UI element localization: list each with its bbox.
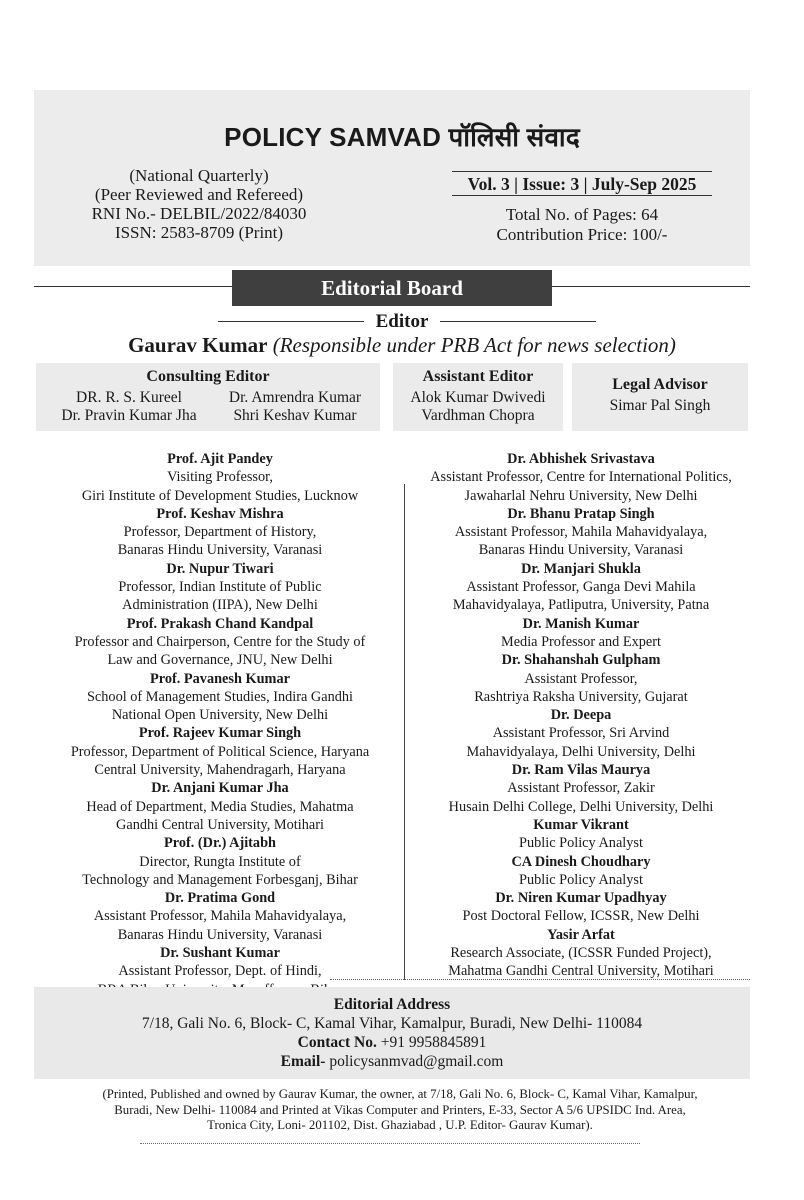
- volume-line: Vol. 3 | Issue: 3 | July-Sep 2025: [467, 174, 697, 194]
- address-text: 7/18, Gali No. 6, Block- C, Kamal Vihar, Kamalpur, Buradi, New Delhi- 110084: [141, 1015, 643, 1032]
- editorial-board-banner: Editorial Board: [232, 270, 552, 306]
- legal-advisor-title: Legal Advisor: [612, 376, 708, 393]
- member-affiliation: Administration (IIPA), New Delhi: [122, 597, 318, 614]
- member-name: Prof. Pavanesh Kumar: [150, 670, 290, 687]
- print-line-3: Tronica City, Loni- 201102, Dist. Ghaziabad , U.P. Editor- Gaurav Kumar).: [207, 1118, 593, 1132]
- member-affiliation: Post Doctoral Fellow, ICSSR, New Delhi: [462, 908, 700, 925]
- print-line-2: Buradi, New Delhi- 110084 and Printed at Vikas Computer and Printers, E-33, Sector A 5/6 UPSIDC Ind. Area,: [114, 1102, 686, 1117]
- member-name: Dr. Shahanshah Gulpham: [501, 652, 661, 669]
- editor-heading: Editor: [375, 311, 429, 332]
- member-affiliation: Law and Governance, JNU, New Delhi: [107, 652, 333, 669]
- members-left-column: [40, 450, 400, 999]
- consulting-editor-names-left: [44, 389, 214, 425]
- frequency-line: (National Quarterly): [129, 166, 269, 185]
- member-affiliation: Technology and Management Forbesganj, Bihar: [82, 871, 358, 888]
- member-name: Dr. Manjari Shukla: [521, 560, 641, 577]
- member-affiliation: Husain Delhi College, Delhi University, Delhi: [448, 798, 714, 815]
- member-name: Prof. Keshav Mishra: [156, 505, 284, 522]
- volume-rule-top: [452, 171, 712, 172]
- member-name: Dr. Sushant Kumar: [160, 945, 280, 962]
- member-name: Yasir Arfat: [547, 926, 615, 943]
- member-affiliation: Assistant Professor, Dept. of Hindi,: [118, 963, 322, 980]
- member-affiliation: Assistant Professor, Mahila Mahavidyalaya,: [454, 524, 708, 541]
- member-affiliation: Assistant Professor,: [524, 670, 638, 687]
- consulting-editor-name: DR. R. S. Kureel: [76, 389, 182, 406]
- member-affiliation: Assistant Professor, Zakir: [507, 780, 655, 797]
- rni-line: RNI No.- DELBIL/2022/84030: [91, 204, 307, 223]
- member-name: Dr. Ram Vilas Maurya: [511, 762, 651, 779]
- consulting-editor-name: Shri Keshav Kumar: [233, 407, 357, 424]
- member-name: Dr. Abhishek Srivastava: [507, 451, 655, 467]
- member-affiliation: Research Associate, (ICSSR Funded Project),: [450, 945, 712, 962]
- consulting-editor-names-right: [212, 389, 378, 425]
- issue-details: [452, 205, 712, 245]
- member-affiliation: Banaras Hindu University, Varanasi: [117, 542, 323, 559]
- member-affiliation: Assistant Professor, Ganga Devi Mahila: [466, 579, 696, 596]
- member-name: CA Dinesh Choudhary: [511, 853, 651, 870]
- column-divider: [404, 484, 405, 980]
- member-affiliation: Mahavidyalaya, Delhi University, Delhi: [466, 743, 696, 760]
- price-line: Contribution Price: 100/-: [496, 225, 668, 244]
- member-affiliation: Assistant Professor, Centre for International Politics,: [430, 469, 732, 486]
- member-name: Dr. Niren Kumar Upadhyay: [495, 890, 667, 907]
- issn-line: ISSN: 2583-8709 (Print): [114, 223, 284, 242]
- assistant-editor-title: Assistant Editor: [422, 368, 534, 385]
- assistant-editor-box: [393, 363, 563, 431]
- member-affiliation: Head of Department, Media Studies, Mahatma: [86, 798, 354, 815]
- member-name: Prof. Prakash Chand Kandpal: [126, 615, 314, 632]
- member-affiliation: Public Policy Analyst: [519, 835, 643, 852]
- member-name: Dr. Nupur Tiwari: [166, 560, 274, 577]
- editor-line: [0, 333, 804, 358]
- legal-advisor-box: [572, 363, 748, 431]
- print-line-1: (Printed, Published and owned by Gaurav Kumar, the owner, at 7/18, Gali No. 6, Block- C, Kamal Vihar, Kamalpur,: [102, 1087, 698, 1101]
- member-affiliation: Visiting Professor,: [167, 469, 273, 486]
- member-affiliation: School of Management Studies, Indira Gandhi: [86, 688, 354, 705]
- member-affiliation: Professor, Indian Institute of Public: [118, 579, 322, 596]
- member-affiliation: Media Professor and Expert: [500, 633, 661, 650]
- print-bottom-rule: [140, 1143, 640, 1144]
- member-name: Dr. Anjani Kumar Jha: [151, 780, 289, 797]
- assistant-editor-name: Alok Kumar Dwivedi: [410, 389, 546, 406]
- contact-line: [34, 1033, 750, 1052]
- member-affiliation: Banaras Hindu University, Varanasi: [478, 542, 684, 559]
- review-line: (Peer Reviewed and Refereed): [94, 185, 304, 204]
- editorial-address: [34, 995, 750, 1071]
- editor-note: (Responsible under PRB Act for news selection): [272, 333, 676, 357]
- member-affiliation: Banaras Hindu University, Varanasi: [117, 926, 323, 943]
- member-name: Prof. Ajit Pandey: [167, 451, 273, 467]
- member-name: Dr. Pratima Gond: [164, 890, 276, 907]
- member-affiliation: Mahavidyalaya, Patliputra, University, Patna: [452, 597, 710, 614]
- member-affiliation: Assistant Professor, Mahila Mahavidyalaya,: [93, 908, 347, 925]
- consulting-editor-name: Dr. Pravin Kumar Jha: [61, 407, 197, 424]
- member-name: Dr. Bhanu Pratap Singh: [507, 505, 655, 522]
- member-affiliation: National Open University, New Delhi: [111, 707, 329, 724]
- member-affiliation: Gandhi Central University, Motihari: [116, 816, 324, 833]
- member-affiliation: Giri Institute of Development Studies, Lucknow: [81, 487, 359, 504]
- assistant-editor-name: Vardhman Chopra: [421, 407, 535, 424]
- member-name: Prof. (Dr.) Ajitabh: [164, 835, 276, 852]
- email-line: [34, 1052, 750, 1071]
- editor-name: Gaurav Kumar: [128, 333, 268, 357]
- member-affiliation: Professor, Department of Political Science, Haryana: [70, 743, 370, 760]
- member-affiliation: Professor and Chairperson, Centre for the Study of: [74, 633, 366, 650]
- pages-line: Total No. of Pages: 64: [505, 205, 659, 224]
- assistant-editor-names: [393, 389, 563, 425]
- member-name: Prof. Rajeev Kumar Singh: [138, 725, 302, 742]
- consulting-editor-name: Dr. Amrendra Kumar: [228, 389, 362, 406]
- member-name: Kumar Vikrant: [533, 816, 629, 833]
- email-label: Email-: [280, 1053, 326, 1070]
- volume-rule-bottom: [452, 195, 712, 196]
- columns-bottom-rule: [330, 979, 750, 980]
- consulting-editor-title: Consulting Editor: [146, 368, 270, 385]
- member-affiliation: Rashtriya Raksha University, Gujarat: [474, 688, 688, 705]
- member-affiliation: Professor, Department of History,: [123, 524, 317, 541]
- consulting-editor-box: [36, 363, 380, 431]
- address-label: Editorial Address: [333, 996, 451, 1013]
- contact-number: +91 9958845891: [380, 1034, 487, 1051]
- print-line: [50, 1087, 750, 1134]
- legal-advisor-name: Simar Pal Singh: [609, 397, 711, 414]
- member-affiliation: Assistant Professor, Sri Arvind: [492, 725, 670, 742]
- member-affiliation: Director, Rungta Institute of: [139, 853, 301, 870]
- publication-details: [64, 166, 334, 242]
- contact-label: Contact No.: [297, 1034, 377, 1051]
- member-affiliation: Jawaharlal Nehru University, New Delhi: [464, 487, 698, 504]
- member-name: Dr. Deepa: [550, 707, 612, 724]
- member-affiliation: Public Policy Analyst: [519, 871, 643, 888]
- member-name: Dr. Manish Kumar: [522, 615, 640, 632]
- member-affiliation: Central University, Mahendragarh, Haryana: [94, 762, 346, 779]
- banner-rule-right: [552, 286, 750, 287]
- members-right-column: [408, 450, 754, 981]
- legal-advisor-names: [572, 397, 748, 415]
- journal-title: POLICY SAMVAD पॉलिसी संवाद: [224, 122, 580, 152]
- email-address: policysanmvad@gmail.com: [329, 1053, 504, 1070]
- banner-rule-left: [34, 286, 232, 287]
- member-affiliation: Mahatma Gandhi Central University, Motihari: [448, 963, 714, 980]
